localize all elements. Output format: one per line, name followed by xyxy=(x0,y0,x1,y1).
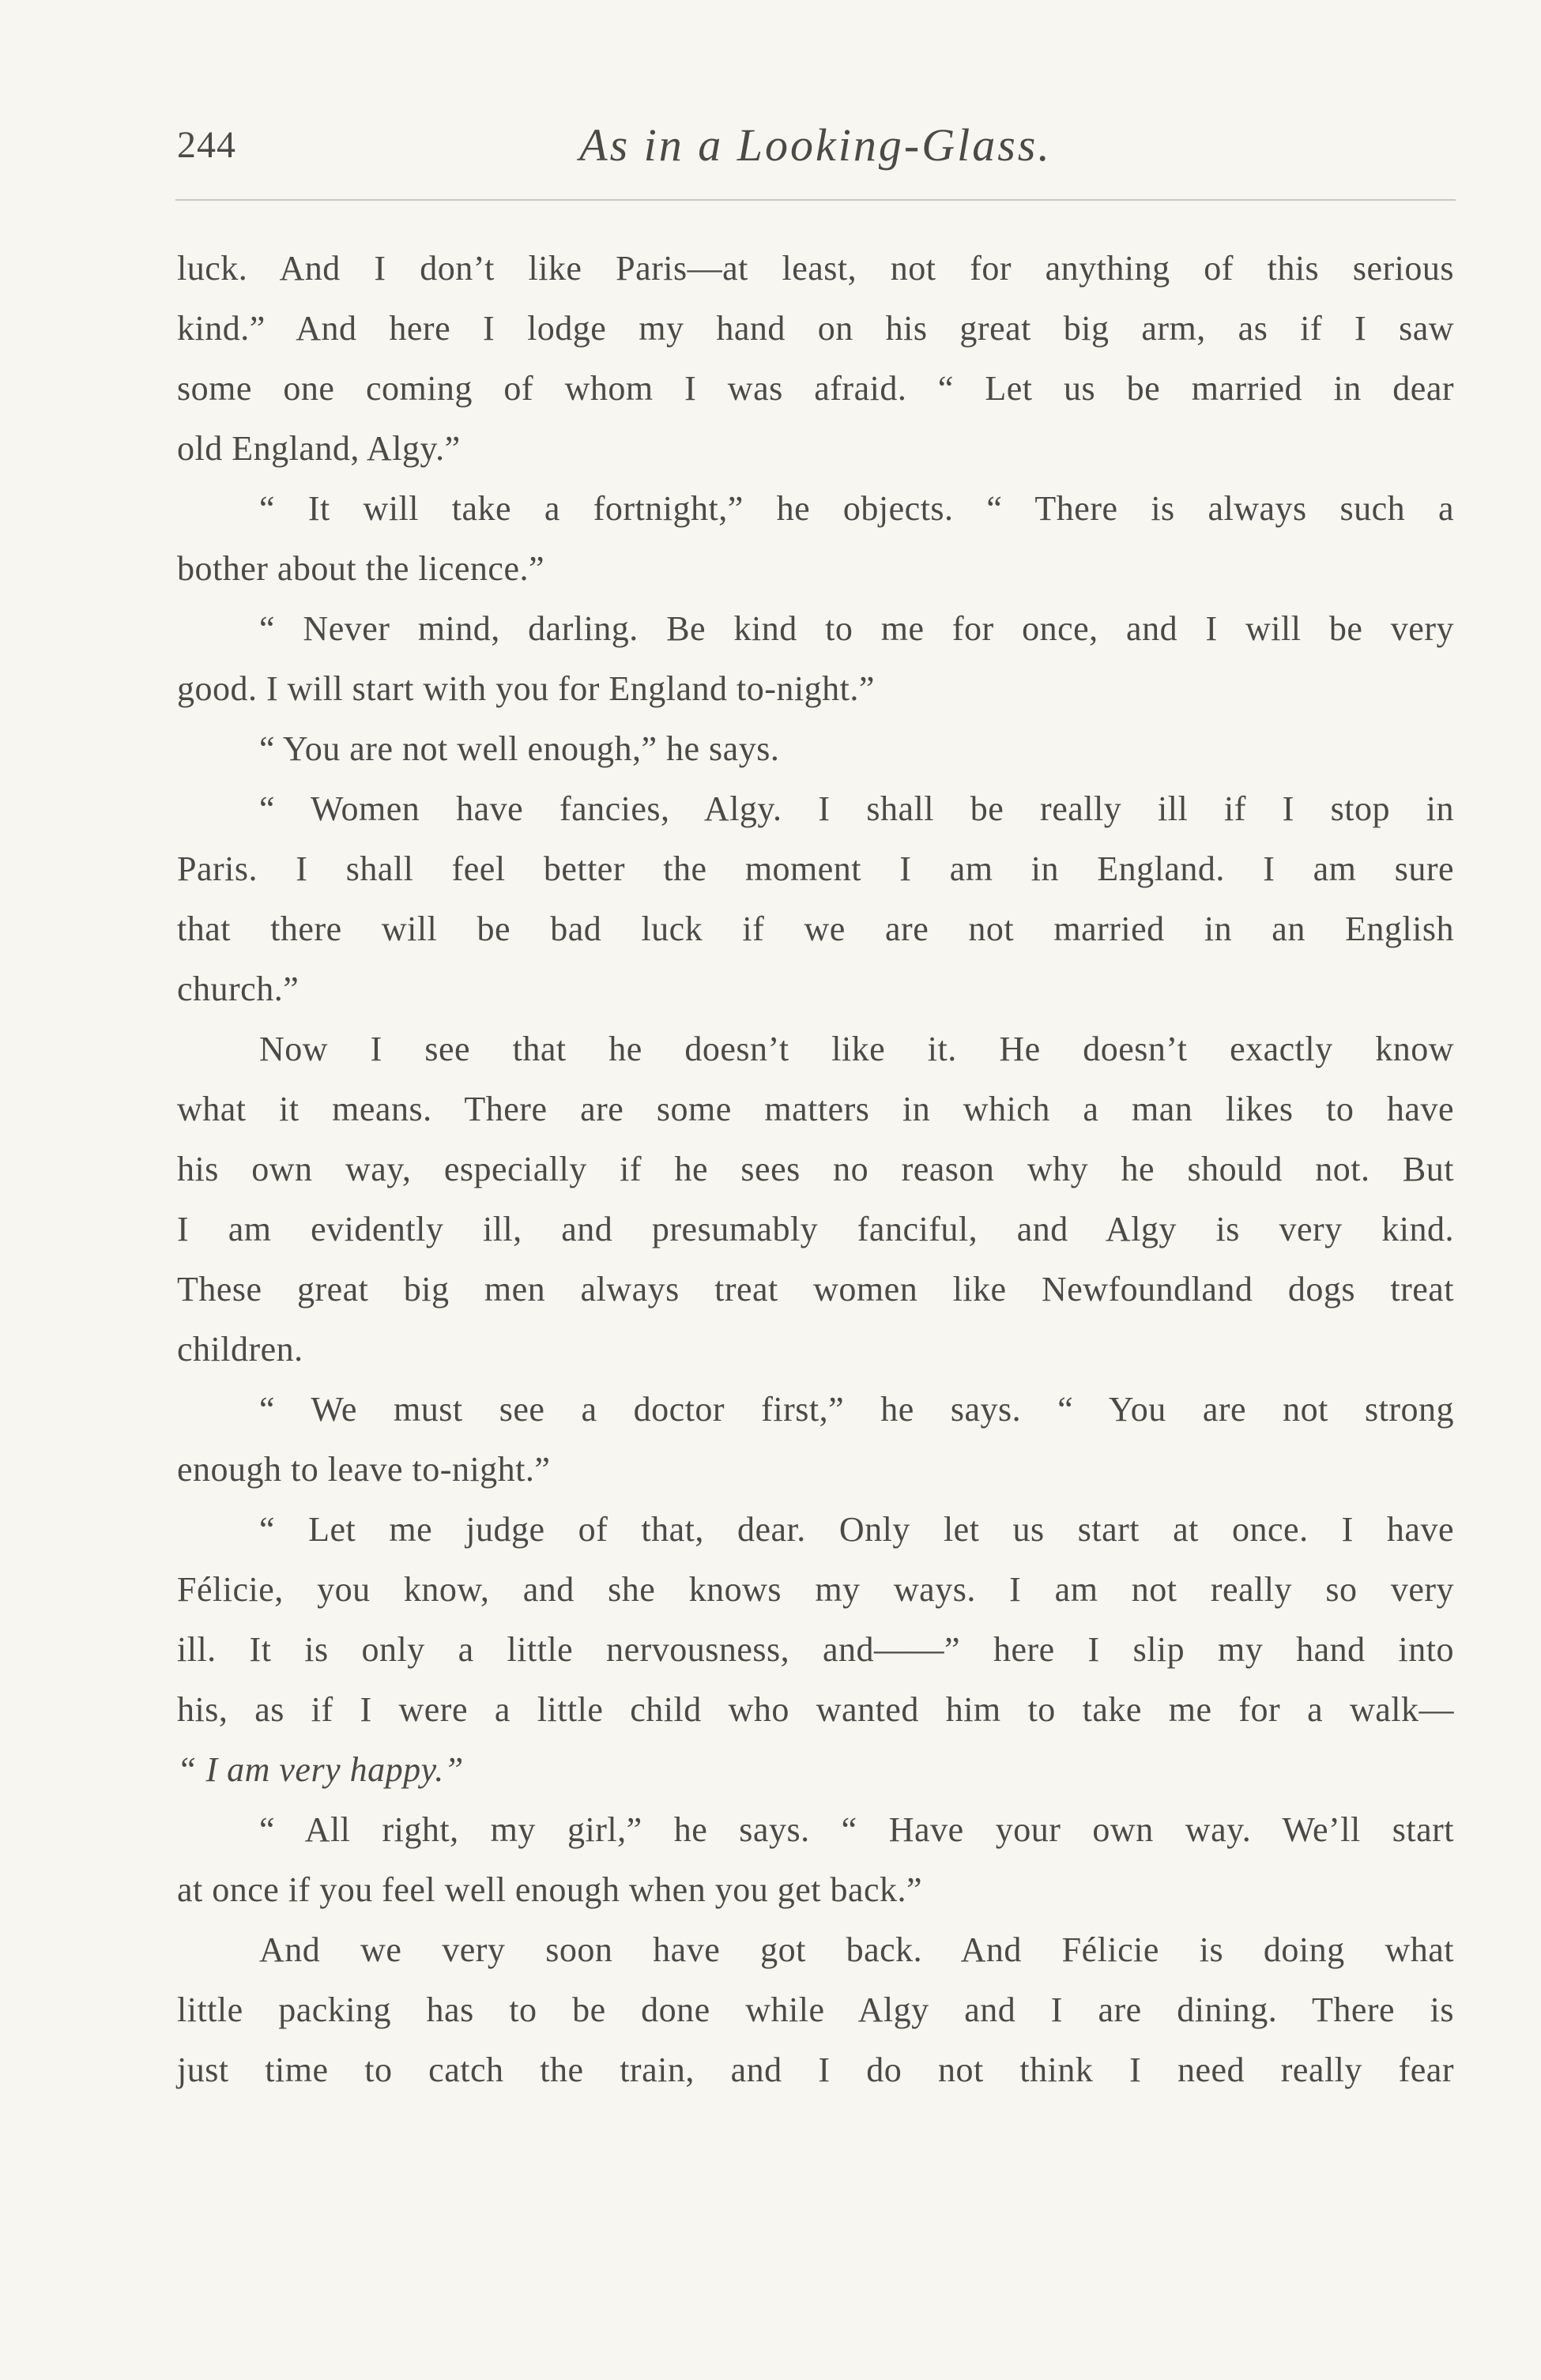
text-line: at once if you feel well enough when you get back.” xyxy=(177,1870,923,1909)
text-line: that there will be bad luck if we are not married in an English xyxy=(177,909,1454,948)
text-line: These great big men always treat women like Newfoundland dogs treat xyxy=(177,1270,1454,1309)
text-line: kind.” And here I lodge my hand on his great big arm, as if I saw xyxy=(177,309,1454,348)
text-line: good. I will start with you for England to-night.” xyxy=(177,669,875,708)
text-line: “ All right, my girl,” he says. “ Have your own way. We’ll start xyxy=(259,1810,1454,1849)
text-line: “ I am very happy.” xyxy=(177,1750,464,1789)
text-line: bother about the licence.” xyxy=(177,549,545,588)
text-line: Now I see that he doesn’t like it. He doesn’t exactly know xyxy=(259,1030,1454,1068)
text-line: old England, Algy.” xyxy=(177,429,461,468)
text-line: some one coming of whom I was afraid. “ Let us be married in dear xyxy=(177,369,1454,408)
running-title: As in a Looking-Glass. xyxy=(579,119,1052,171)
text-line: luck. And I don’t like Paris—at least, not for anything of this serious xyxy=(177,249,1454,288)
page-number: 244 xyxy=(177,124,236,166)
text-line: little packing has to be done while Algy and I are dining. There is xyxy=(177,1990,1454,2029)
text-line: “ We must see a doctor first,” he says. “ You are not strong xyxy=(259,1390,1454,1429)
text-line: And we very soon have got back. And Félicie is doing what xyxy=(259,1930,1454,1969)
text-line: “ It will take a fortnight,” he objects. “ There is always such a xyxy=(259,489,1454,528)
header-rule xyxy=(175,199,1456,201)
text-line: his, as if I were a little child who wanted him to take me for a walk— xyxy=(177,1690,1454,1729)
body-text xyxy=(177,239,1454,2100)
text-line: “ Let me judge of that, dear. Only let us start at once. I have xyxy=(259,1510,1454,1549)
text-line: “ You are not well enough,” he says. xyxy=(259,729,780,768)
text-line: children. xyxy=(177,1330,303,1369)
running-head xyxy=(177,115,1454,179)
text-line: “ Women have fancies, Algy. I shall be really ill if I stop in xyxy=(259,789,1454,828)
text-line: “ Never mind, darling. Be kind to me for once, and I will be very xyxy=(259,609,1454,648)
text-line: Paris. I shall feel better the moment I am in England. I am sure xyxy=(177,849,1454,888)
text-line: his own way, especially if he sees no reason why he should not. But xyxy=(177,1150,1454,1188)
text-line: I am evidently ill, and presumably fanciful, and Algy is very kind. xyxy=(177,1210,1454,1248)
text-line: ill. It is only a little nervousness, and——” here I slip my hand into xyxy=(177,1630,1454,1669)
text-line: enough to leave to-night.” xyxy=(177,1450,551,1489)
text-line: church.” xyxy=(177,970,300,1008)
text-line: Félicie, you know, and she knows my ways. I am not really so very xyxy=(177,1570,1454,1609)
text-line: just time to catch the train, and I do not think I need really fear xyxy=(177,2050,1454,2089)
text-line: what it means. There are some matters in which a man likes to have xyxy=(177,1090,1454,1128)
